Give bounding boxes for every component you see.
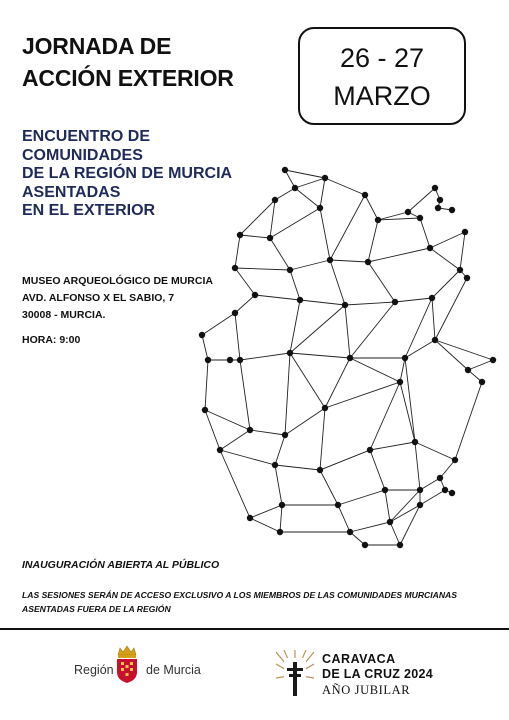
map-node [387, 519, 393, 525]
map-link [220, 450, 275, 465]
map-link [390, 522, 400, 545]
map-link [370, 382, 400, 450]
map-link [235, 235, 240, 268]
map-node [217, 447, 223, 453]
map-link [320, 208, 330, 260]
map-link [365, 195, 378, 220]
map-node [252, 292, 258, 298]
map-link [430, 232, 465, 248]
map-node [287, 267, 293, 273]
event-title [22, 30, 292, 94]
map-link [345, 305, 350, 358]
map-node [362, 542, 368, 548]
map-link [370, 450, 385, 490]
map-link [202, 335, 208, 360]
map-node [452, 457, 458, 463]
map-link [205, 360, 208, 410]
map-link [420, 218, 430, 248]
map-link [290, 270, 300, 300]
map-link [275, 465, 282, 505]
map-node [317, 467, 323, 473]
map-link [432, 270, 460, 298]
venue-street: AVD. ALFONSO X EL SABIO, 7 [22, 292, 175, 304]
map-link [250, 518, 280, 532]
map-link [415, 442, 420, 490]
map-link [240, 235, 270, 238]
map-link [432, 298, 435, 340]
map-node [292, 185, 298, 191]
map-link [220, 430, 250, 450]
map-link [320, 450, 370, 470]
map-link [275, 465, 320, 470]
map-node [392, 299, 398, 305]
map-link [390, 490, 420, 522]
map-node [232, 310, 238, 316]
map-link [330, 260, 368, 262]
map-link [338, 490, 385, 505]
sessions-access-note: LAS SESIONES SERÁN DE ACCESO EXCLUSIVO A LOS MIEMBROS DE LAS COMUNIDADES MURCIANAS ASENTADAS FUERA DE LA REGIÓN [22, 590, 457, 614]
map-link [280, 505, 282, 532]
map-link [385, 490, 390, 522]
map-link [368, 262, 395, 302]
map-link [275, 435, 285, 465]
map-node [417, 215, 423, 221]
map-link [295, 178, 325, 188]
caravaca-year: DE LA CRUZ 2024 [322, 667, 434, 681]
map-node [322, 405, 328, 411]
map-link [255, 295, 300, 300]
map-node [490, 357, 496, 363]
map-link [435, 278, 467, 340]
subtitle-line5: EN EL EXTERIOR [22, 202, 156, 219]
event-month: MARZO [333, 81, 431, 111]
map-node [282, 432, 288, 438]
map-link [330, 260, 345, 305]
map-node [267, 235, 273, 241]
map-node [205, 357, 211, 363]
venue-address [22, 273, 213, 324]
map-node [297, 297, 303, 303]
map-node [202, 407, 208, 413]
map-link [350, 302, 395, 358]
map-node [247, 427, 253, 433]
map-node [449, 207, 455, 213]
map-link [300, 300, 345, 305]
map-link [240, 360, 250, 430]
map-node [322, 175, 328, 181]
map-link [235, 313, 240, 360]
germany-network-map-icon [190, 160, 500, 550]
map-node [405, 209, 411, 215]
map-link [235, 268, 290, 270]
map-link [250, 430, 285, 435]
map-node [277, 529, 283, 535]
map-link [338, 505, 350, 532]
map-link [455, 382, 482, 460]
map-link [330, 195, 365, 260]
map-node [237, 232, 243, 238]
map-link [270, 208, 320, 238]
map-link [325, 178, 365, 195]
map-link [285, 408, 325, 435]
event-hour: HORA: 9:00 [22, 334, 81, 346]
map-node [397, 542, 403, 548]
map-link [320, 470, 338, 505]
venue-name: MUSEO ARQUEOLÓGICO DE MURCIA [22, 275, 213, 287]
map-link [235, 295, 255, 313]
map-node [437, 197, 443, 203]
map-link [370, 442, 415, 450]
map-node [417, 487, 423, 493]
subtitle-line4: ASENTADAS [22, 183, 121, 201]
map-link [405, 358, 415, 442]
map-link [468, 360, 493, 370]
map-node [272, 197, 278, 203]
caravaca-title: CARAVACA [322, 652, 396, 666]
inauguration-note: INAUGURACIÓN ABIERTA AL PÚBLICO [22, 559, 220, 571]
map-link [408, 188, 435, 212]
map-link [420, 478, 440, 490]
map-link [460, 232, 465, 270]
event-date-box [298, 27, 466, 125]
map-link [320, 178, 325, 208]
map-node [402, 355, 408, 361]
map-link [368, 248, 430, 262]
map-link [290, 305, 345, 353]
subtitle-line1: ENCUENTRO DE [22, 128, 151, 145]
caravaca-cross-emblem-icon [276, 650, 314, 700]
map-link [240, 200, 275, 235]
venue-city: 30008 - MURCIA. [22, 309, 106, 321]
event-title-line2: ACCIÓN EXTERIOR [22, 65, 234, 91]
map-node [462, 229, 468, 235]
murcia-coat-of-arms-icon [112, 644, 142, 684]
map-node [432, 185, 438, 191]
map-link [270, 200, 275, 238]
map-link [285, 353, 290, 435]
map-node [429, 295, 435, 301]
map-node [247, 515, 253, 521]
map-node [347, 355, 353, 361]
map-link [415, 442, 455, 460]
footer-divider [0, 628, 509, 630]
map-node [435, 205, 441, 211]
subtitle-line2: COMUNIDADES [22, 146, 143, 164]
map-link [220, 450, 250, 518]
map-link [435, 340, 493, 360]
map-link [350, 522, 390, 532]
map-node [365, 259, 371, 265]
region-logo-text-left: Región [74, 663, 114, 677]
caravaca-jubilee: AÑO JUBILAR [322, 683, 411, 697]
map-link [368, 220, 378, 262]
map-node [342, 302, 348, 308]
map-node [382, 487, 388, 493]
subtitle-line3: DE LA REGIÓN DE MURCIA [22, 165, 233, 182]
map-link [405, 298, 432, 358]
map-node [367, 447, 373, 453]
map-link [295, 188, 320, 208]
map-link [290, 260, 330, 270]
map-link [275, 188, 295, 200]
map-link [290, 353, 350, 358]
map-node [449, 490, 455, 496]
map-node [279, 502, 285, 508]
event-days: 26 - 27 [339, 43, 425, 73]
map-link [395, 298, 432, 302]
map-node [465, 367, 471, 373]
map-link [240, 353, 290, 360]
map-link [250, 505, 282, 518]
map-link [290, 353, 325, 408]
map-node [417, 502, 423, 508]
map-link [400, 382, 415, 442]
region-logo-text-right: de Murcia [146, 663, 201, 677]
map-link [400, 358, 405, 382]
map-node [317, 205, 323, 211]
map-node [442, 487, 448, 493]
map-link [270, 238, 290, 270]
map-link [420, 490, 445, 505]
map-node [327, 257, 333, 263]
map-node [335, 502, 341, 508]
map-node [479, 379, 485, 385]
map-node [287, 350, 293, 356]
map-node [375, 217, 381, 223]
map-link [350, 358, 400, 382]
event-title-line1: JORNADA DE [22, 33, 172, 59]
map-node [227, 357, 233, 363]
map-node [272, 462, 278, 468]
map-node [199, 332, 205, 338]
map-link [435, 340, 468, 370]
map-node [437, 475, 443, 481]
map-node [457, 267, 463, 273]
map-node [347, 529, 353, 535]
map-node [464, 275, 470, 281]
map-node [237, 357, 243, 363]
map-node [282, 167, 288, 173]
map-node [362, 192, 368, 198]
map-node [432, 337, 438, 343]
map-link [235, 268, 255, 295]
map-node [397, 379, 403, 385]
map-link [345, 302, 395, 305]
map-link [440, 460, 455, 478]
map-node [412, 439, 418, 445]
map-link [202, 313, 235, 335]
map-link [285, 170, 325, 178]
map-link [430, 248, 460, 270]
map-link [320, 408, 325, 470]
map-node [232, 265, 238, 271]
map-node [427, 245, 433, 251]
